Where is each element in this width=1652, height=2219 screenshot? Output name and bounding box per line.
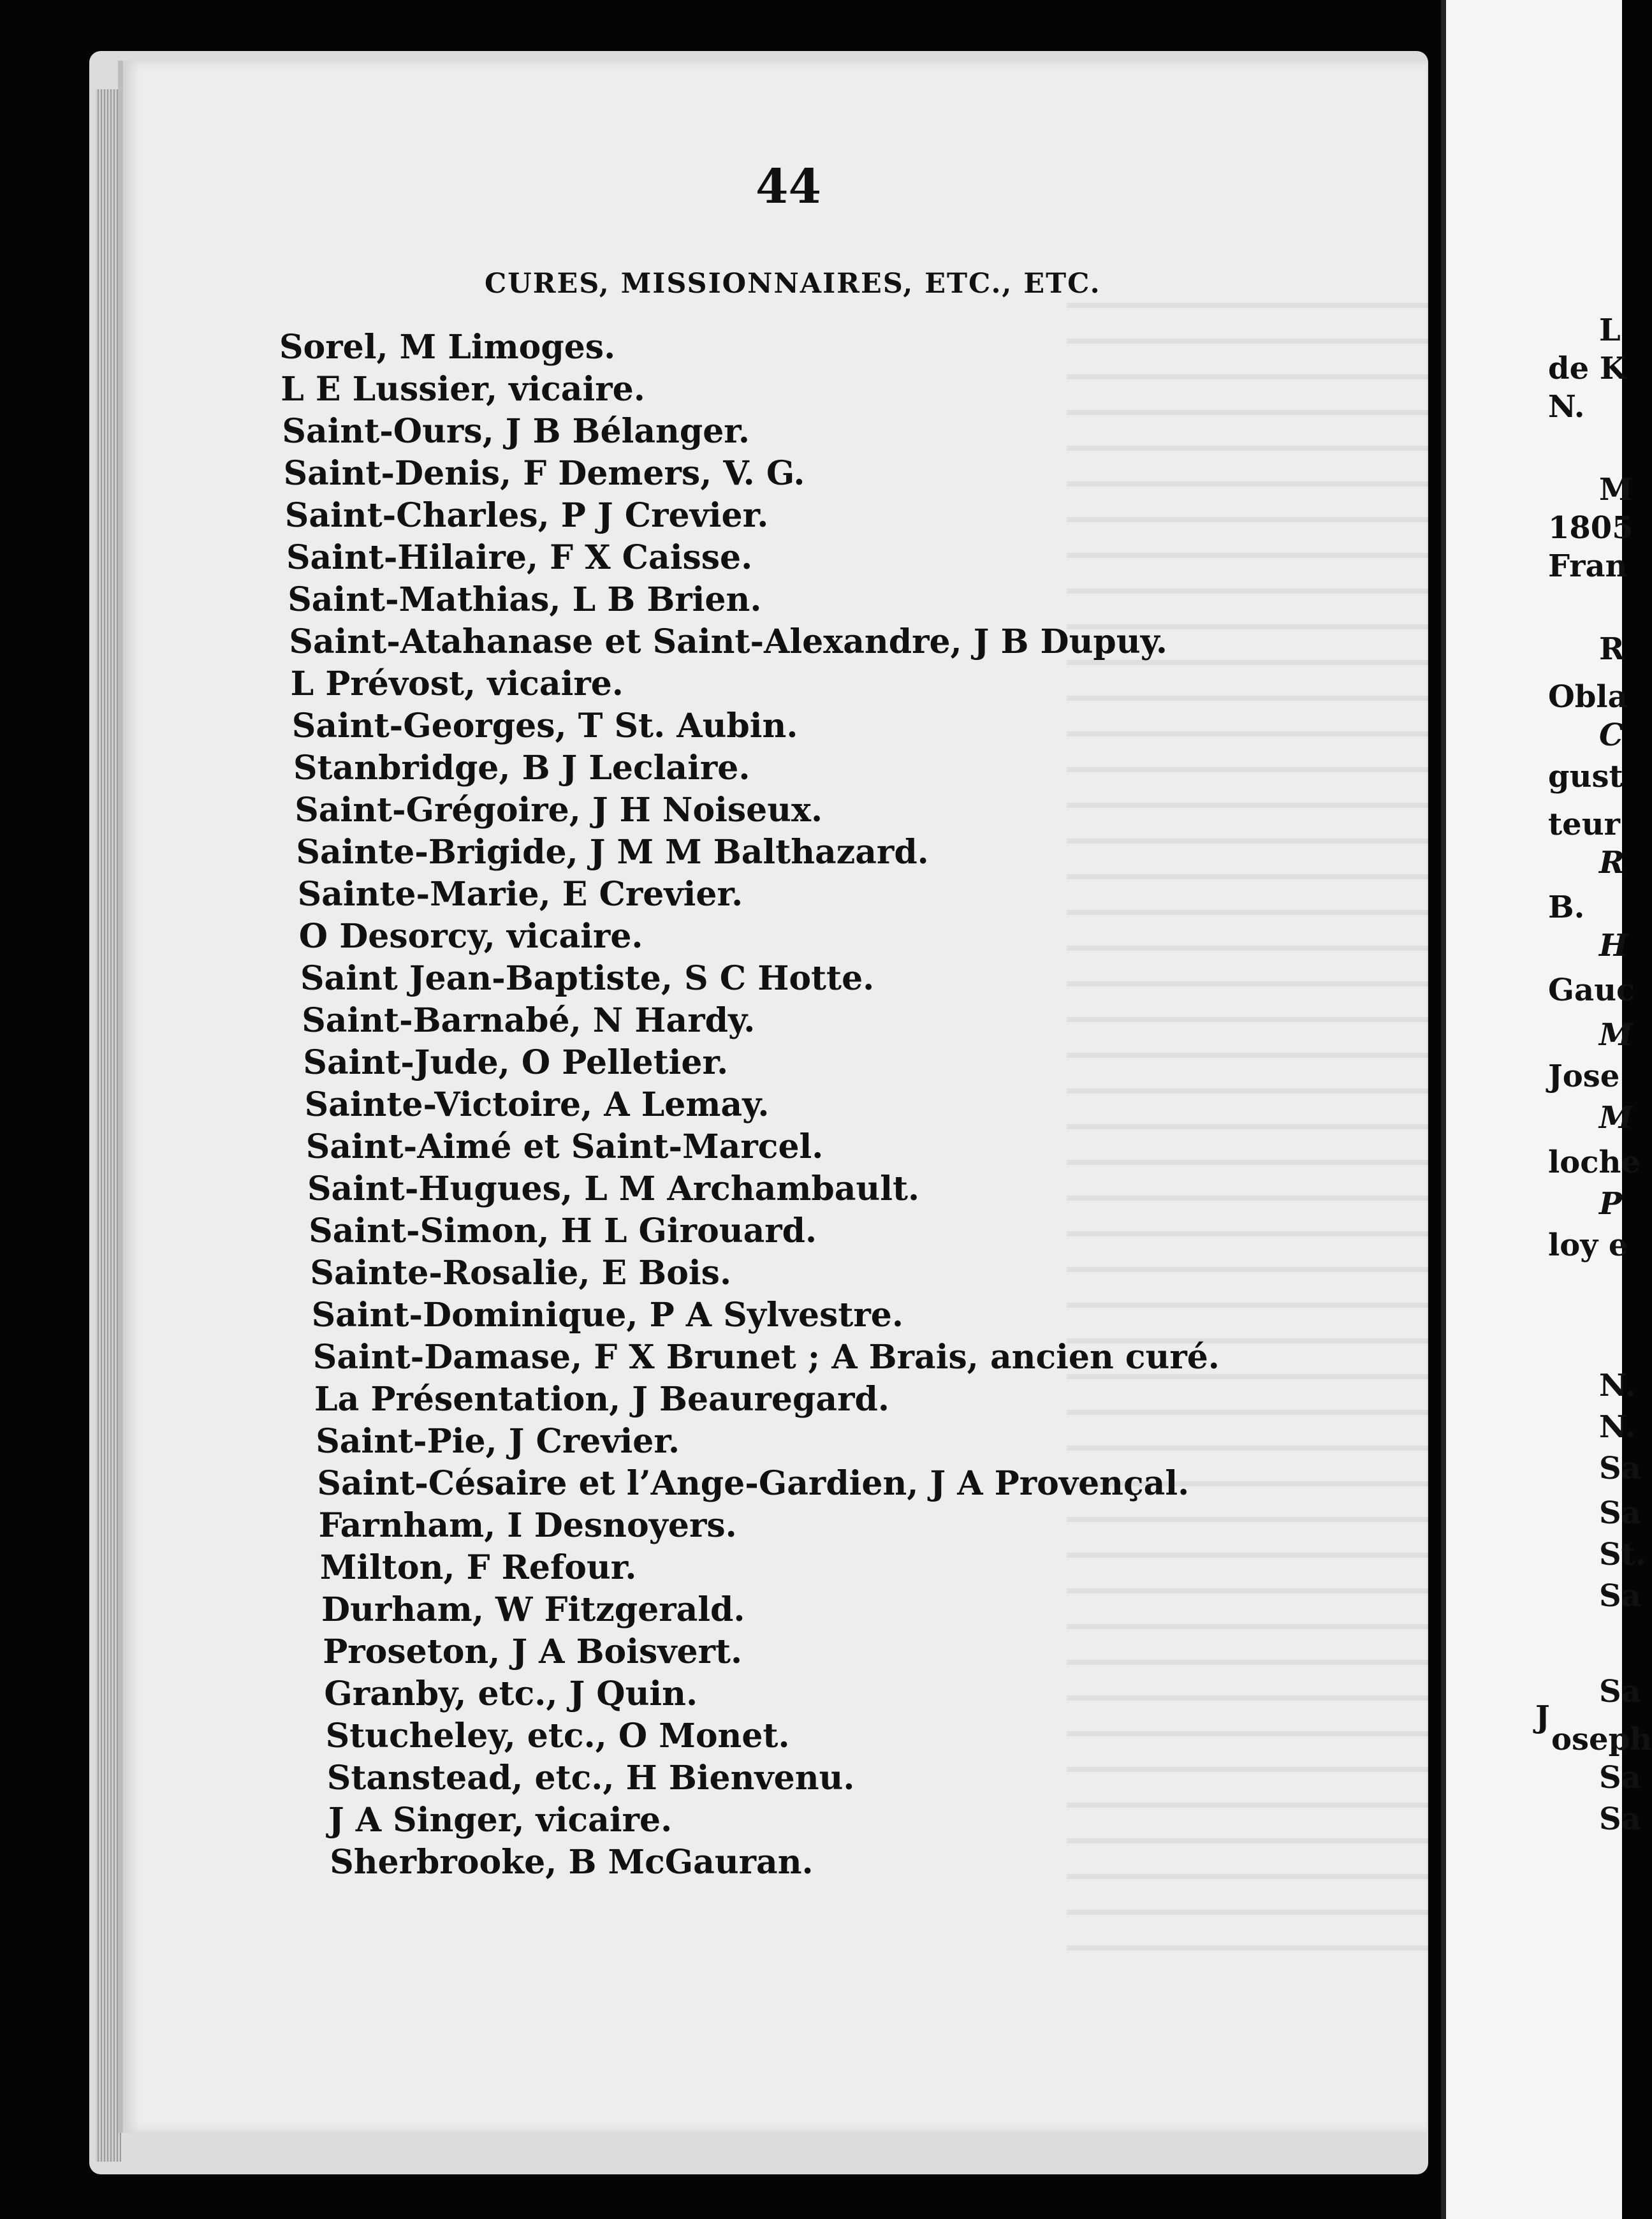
right-page-fragment: loy e: [1548, 1227, 1628, 1263]
right-page-fragment: P: [1599, 1186, 1623, 1222]
right-page-fragment: L: [1599, 312, 1621, 348]
list-entry: Stucheley, etc., O Monet.: [325, 1717, 790, 1755]
list-entry: J A Singer, vicaire.: [328, 1801, 673, 1840]
list-entry: Sainte-Victoire, A Lemay.: [304, 1085, 770, 1124]
list-entry: Proseton, J A Boisvert.: [323, 1632, 743, 1671]
right-page-fragment: C: [1599, 717, 1624, 753]
right-page-fragment: M: [1599, 472, 1634, 508]
right-page-fragment: loche: [1548, 1145, 1641, 1180]
right-page-fragment: M: [1599, 1017, 1634, 1053]
list-entry: Saint-Denis, F Demers, V. G.: [283, 454, 805, 493]
list-entry: Saint-Pie, J Crevier.: [316, 1422, 680, 1461]
list-entry: Saint-Barnabé, N Hardy.: [302, 1001, 756, 1040]
list-entry: Saint-Césaire et l’Ange-Gardien, J A Provençal.: [317, 1464, 1190, 1503]
right-page-fragment: N.: [1599, 1409, 1636, 1445]
list-entry: Stanbridge, B J Leclaire.: [293, 749, 750, 787]
right-page-fragment: Sa: [1599, 1760, 1641, 1796]
list-entry: Sainte-Brigide, J M M Balthazard.: [296, 833, 929, 872]
right-page-fragment: 1805: [1548, 510, 1634, 546]
right-page-fragment: R: [1599, 845, 1625, 881]
right-page-fragment: B.: [1548, 890, 1585, 925]
list-entry: Saint-Damase, F X Brunet ; A Brais, ancien curé.: [312, 1338, 1220, 1377]
list-entry: Saint-Simon, H L Girouard.: [309, 1212, 817, 1250]
right-page-fragment: H: [1599, 928, 1628, 963]
list-entry: Saint-Ours, J B Bélanger.: [282, 412, 750, 451]
list-entry: Granby, etc., J Quin.: [324, 1674, 698, 1713]
clergy-list: [279, 326, 1220, 1884]
list-entry: O Desorcy, vicaire.: [298, 917, 643, 956]
list-entry: L Prévost, vicaire.: [290, 664, 624, 703]
list-entry: Saint-Charles, P J Crevier.: [284, 496, 769, 535]
list-entry: Saint-Aimé et Saint-Marcel.: [305, 1127, 824, 1166]
right-page-fragment: oseph: [1551, 1722, 1652, 1757]
right-page-fragment: Fran: [1548, 548, 1628, 584]
list-entry: Saint Jean-Baptiste, S C Hotte.: [300, 959, 875, 998]
list-entry: Saint-Mathias, L B Brien.: [288, 580, 762, 619]
right-page-fragment: N.: [1599, 1368, 1636, 1403]
right-page-fragment: Sa: [1599, 1495, 1641, 1531]
adjacent-page: [1441, 0, 1652, 2219]
list-entry: Sorel, M Limoges.: [279, 328, 616, 367]
list-entry: Stanstead, etc., H Bienvenu.: [326, 1759, 855, 1798]
right-page-fragment: St.: [1599, 1537, 1646, 1572]
right-page-fragment: gust: [1548, 759, 1623, 795]
page-number: 44: [756, 159, 821, 214]
right-page-fragment: Sa: [1599, 1451, 1641, 1486]
list-entry: Saint-Hilaire, F X Caisse.: [286, 538, 753, 577]
list-entry: Sherbrooke, B McGauran.: [330, 1843, 814, 1882]
right-page-fragment: de K: [1548, 351, 1626, 386]
list-entry: Milton, F Refour.: [319, 1548, 637, 1587]
right-page-fragment: J: [1535, 1699, 1550, 1735]
right-page-fragment: Jose: [1548, 1058, 1620, 1094]
right-page-fragment: Sa: [1599, 1578, 1641, 1614]
list-entry: Saint-Hugues, L M Archambault.: [307, 1169, 920, 1208]
right-page-fragment: Sa: [1599, 1674, 1641, 1710]
list-entry: Saint-Georges, T St. Aubin.: [291, 707, 798, 745]
page-header: CURES, MISSIONNAIRES, ETC., ETC.: [485, 268, 1101, 300]
list-entry: Sainte-Rosalie, E Bois.: [310, 1254, 732, 1293]
right-page-fragment: Obla: [1548, 679, 1628, 715]
right-page-fragment: teur: [1548, 807, 1620, 842]
list-entry: La Présentation, J Beauregard.: [314, 1380, 889, 1419]
list-entry: Saint-Atahanase et Saint-Alexandre, J B Dupuy.: [289, 622, 1167, 661]
right-page-fragment: R: [1599, 631, 1625, 667]
right-page-fragment: N.: [1548, 389, 1585, 425]
list-entry: Durham, W Fitzgerald.: [321, 1590, 745, 1629]
page-edges: [96, 89, 121, 2162]
right-page-fragment: Sa: [1599, 1801, 1641, 1837]
list-entry: Saint-Grégoire, J H Noiseux.: [295, 791, 823, 830]
list-entry: Saint-Jude, O Pelletier.: [303, 1043, 729, 1082]
list-entry: Farnham, I Desnoyers.: [318, 1506, 737, 1545]
list-entry: Saint-Dominique, P A Sylvestre.: [311, 1296, 903, 1335]
right-page-fragment: M: [1599, 1100, 1634, 1136]
list-entry: Sainte-Marie, E Crevier.: [297, 875, 743, 914]
list-entry: L E Lussier, vicaire.: [281, 370, 645, 409]
right-page-fragment: Gauc: [1548, 972, 1635, 1008]
